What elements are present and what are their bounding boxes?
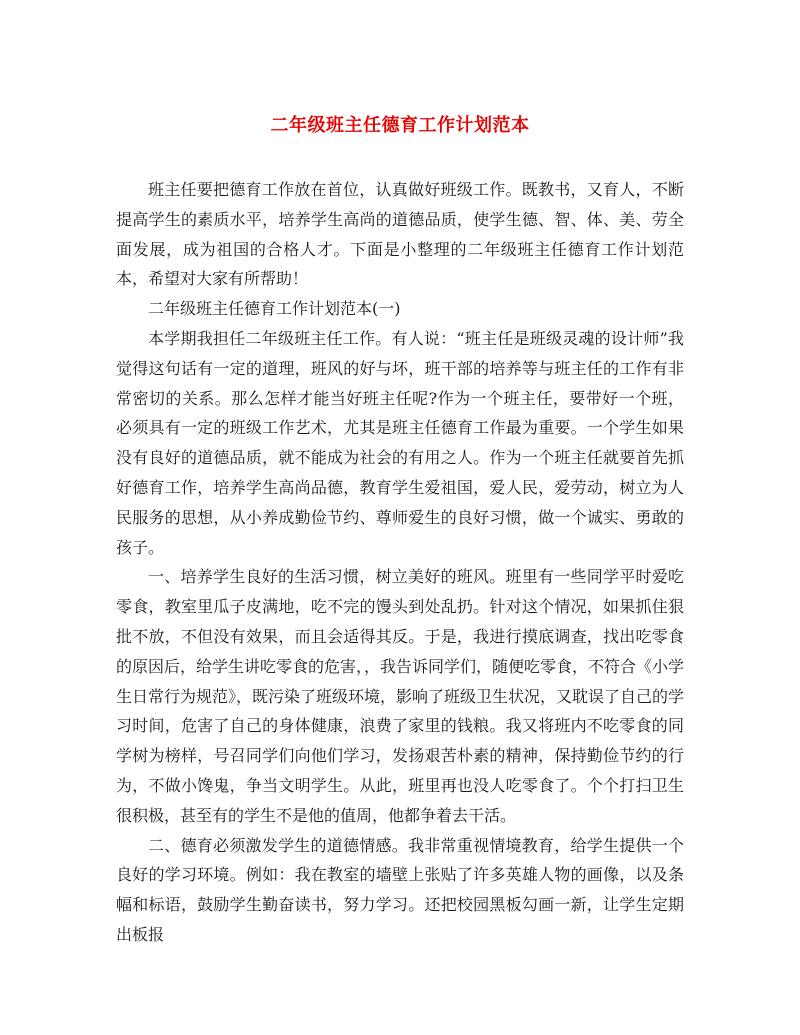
intro-paragraph: 班主任要把德育工作放在首位，认真做好班级工作。既教书，又育人，不断提高学生的素质水平，培养学生高尚的道德品质，使学生德、智、体、美、劳全面发展，成为祖国的合格人才。下面是小整理的二年级班主任德育工作计划范本，希望对大家有所帮助！ xyxy=(116,180,684,289)
document-title: 二年级班主任德育工作计划范本 xyxy=(270,115,530,136)
body-paragraph: 二、德育必须激发学生的道德情感。我非常重视情境教育，给学生提供一个良好的学习环境。例如：我在教室的墙壁上张贴了许多英雄人物的画像，以及条幅和标语，鼓励学生勤奋读书，努力学习。还把校园黑板勾画一新，让学生定期出板报 xyxy=(116,835,684,944)
body-paragraph: 本学期我担任二年级班主任工作。有人说：“班主任是班级灵魂的设计师”我觉得这句话有一定的道理，班风的好与坏，班干部的培养等与班主任的工作有非常密切的关系。那么怎样才能当好班主任呢?作为一个班主任，要带好一个班，必须具有一定的班级工作艺术，尤其是班主任德育工作最为重要。一个学生如果没有良好的道德品质，就不能成为社会的有用之人。作为一个班主任就要首先抓好德育工作，培养学生高尚品德，教育学生爱祖国，爱人民，爱劳动，树立为人民服务的思想，从小养成勤俭节约、尊师爱生的良好习惯，做一个诚实、勇敢的孩子。 xyxy=(116,328,684,557)
document-body xyxy=(116,175,684,950)
body-paragraph: 一、培养学生良好的生活习惯，树立美好的班风。班里有一些同学平时爱吃零食，教室里瓜子皮满地，吃不完的馒头到处乱扔。针对这个情况，如果抓住狠批不放，不但没有效果，而且会适得其反。于是，我进行摸底调查，找出吃零食的原因后，给学生讲吃零食的危害，，我告诉同学们，随便吃零食，不符合《小学生日常行为规范》，既污染了班级环境，影响了班级卫生状况，又耽误了自己的学习时间，危害了自己的身体健康，浪费了家里的钱粮。我又将班内不吃零食的同学树为榜样，号召同学们向他们学习，发扬艰苦朴素的精神，保持勤俭节约的行为，不做小馋鬼，争当文明学生。从此，班里再也没人吃零食了。个个打扫卫生很积极，甚至有的学生不是他的值周，他都争着去干活。 xyxy=(116,567,685,825)
section-heading: 二年级班主任德育工作计划范本(一) xyxy=(148,299,401,319)
